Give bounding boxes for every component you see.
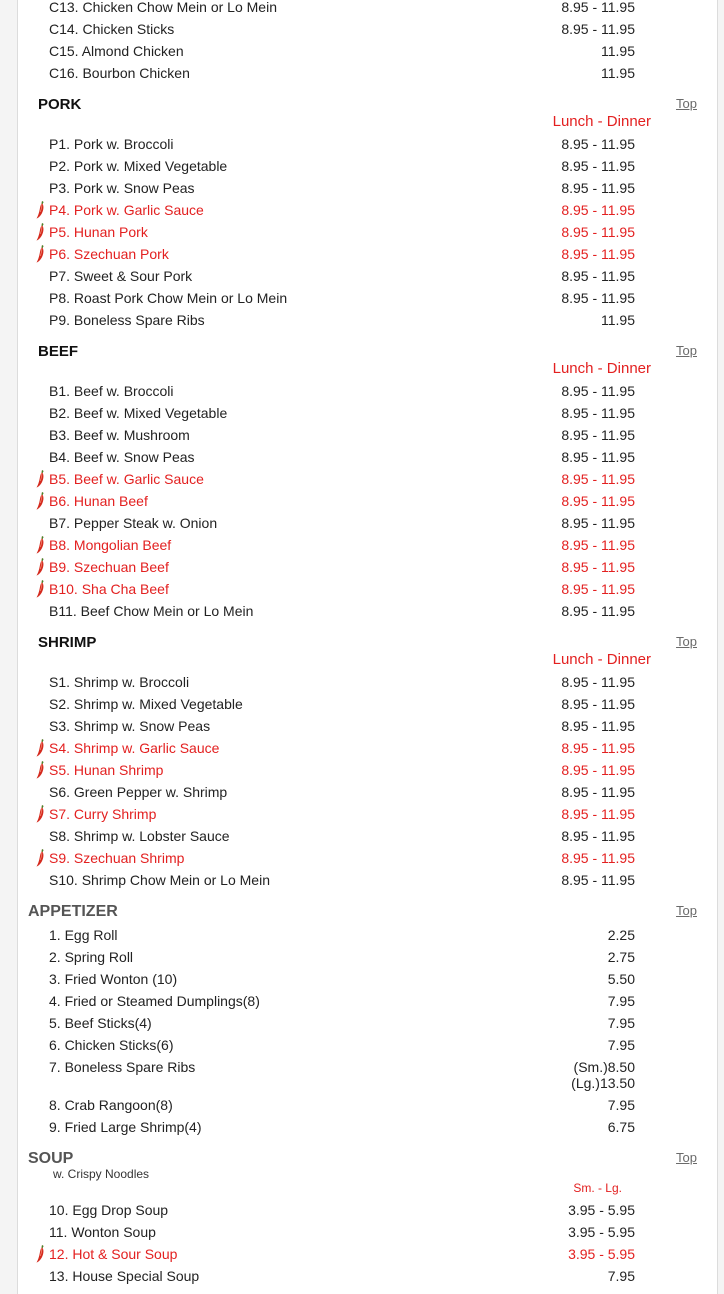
menu-item-name: B2. Beef w. Mixed Vegetable <box>49 405 228 421</box>
menu-item-name: P3. Pork w. Snow Peas <box>49 180 195 196</box>
menu-item-price: 8.95 - 11.95 <box>561 268 635 284</box>
menu-item-row <box>18 925 717 945</box>
col-header-shrimp: Lunch - Dinner <box>552 651 651 668</box>
menu-item-price: 8.95 - 11.95 <box>561 537 635 553</box>
menu-item-name: C15. Almond Chicken <box>49 43 184 59</box>
menu-item-price: 8.95 - 11.95 <box>561 158 635 174</box>
col-header-soup: Sm. - Lg. <box>573 1181 622 1195</box>
menu-item-name: P8. Roast Pork Chow Mein or Lo Mein <box>49 290 288 306</box>
section-title-appetizer: APPETIZER <box>28 903 118 920</box>
menu-item-row <box>18 672 717 692</box>
menu-item-row <box>18 288 717 308</box>
col-header-pork: Lunch - Dinner <box>552 113 651 130</box>
menu-item-price <box>571 1059 635 1091</box>
menu-item-row <box>18 1057 717 1093</box>
menu-item-price: 8.95 - 11.95 <box>561 0 635 15</box>
chili-pepper-icon <box>35 223 45 241</box>
menu-item-name: 7. Boneless Spare Ribs <box>49 1059 196 1075</box>
menu-item-name: B1. Beef w. Broccoli <box>49 383 174 399</box>
menu-item-price: 8.95 - 11.95 <box>561 603 635 619</box>
menu-item-name: B11. Beef Chow Mein or Lo Mein <box>49 603 254 619</box>
menu-item-name: S1. Shrimp w. Broccoli <box>49 674 190 690</box>
menu-item-price: 7.95 <box>607 993 635 1009</box>
chili-pepper-icon <box>35 558 45 576</box>
menu-item-price: 5.50 <box>607 971 635 987</box>
menu-item-name: B9. Szechuan Beef <box>49 559 169 575</box>
menu-item-row <box>18 969 717 989</box>
menu-item-row <box>18 134 717 154</box>
menu-item-price: 8.95 - 11.95 <box>561 828 635 844</box>
menu-item-price: 2.25 <box>607 927 635 943</box>
chili-pepper-icon <box>35 805 45 823</box>
menu-item-name: P4. Pork w. Garlic Sauce <box>49 202 204 218</box>
menu-item-price: 8.95 - 11.95 <box>561 136 635 152</box>
menu-item-row <box>18 447 717 467</box>
menu-item-price: 7.95 <box>607 1268 635 1284</box>
menu-item-name: P7. Sweet & Sour Pork <box>49 268 193 284</box>
menu-item-price: 8.95 - 11.95 <box>561 383 635 399</box>
menu-item-row <box>18 266 717 286</box>
menu-item-row <box>18 200 717 220</box>
menu-item-name: P5. Hunan Pork <box>49 224 148 240</box>
menu-item-name: S10. Shrimp Chow Mein or Lo Mein <box>49 872 270 888</box>
section-title-pork: PORK <box>38 96 82 113</box>
menu-item-price: 8.95 - 11.95 <box>561 784 635 800</box>
top-link-shrimp[interactable]: Top <box>676 634 697 649</box>
menu-item-row <box>18 1244 717 1264</box>
menu-item-name: B5. Beef w. Garlic Sauce <box>49 471 204 487</box>
menu-item-price: 7.95 <box>607 1037 635 1053</box>
chili-pepper-icon <box>35 470 45 488</box>
menu-item-name: B6. Hunan Beef <box>49 493 148 509</box>
menu-item-row <box>18 403 717 423</box>
menu-item-row <box>18 601 717 621</box>
menu-item-row <box>18 1200 717 1220</box>
menu-item-price: 8.95 - 11.95 <box>561 202 635 218</box>
menu-item-name: 9. Fried Large Shrimp(4) <box>49 1119 202 1135</box>
menu-item-row <box>18 716 717 736</box>
menu-item-name: 10. Egg Drop Soup <box>49 1202 169 1218</box>
section-title-shrimp: SHRIMP <box>38 634 97 651</box>
top-link-soup[interactable]: Top <box>676 1150 697 1165</box>
menu-item-row <box>18 1117 717 1137</box>
menu-item-price: 8.95 - 11.95 <box>561 559 635 575</box>
menu-item-price: 3.95 - 5.95 <box>568 1246 635 1262</box>
menu-item-price: 8.95 - 11.95 <box>561 246 635 262</box>
menu-item-row <box>18 41 717 61</box>
menu-item-name: S8. Shrimp w. Lobster Sauce <box>49 828 230 844</box>
chili-pepper-icon <box>35 1245 45 1263</box>
chili-pepper-icon <box>35 761 45 779</box>
menu-item-price: 8.95 - 11.95 <box>561 493 635 509</box>
menu-item-row <box>18 826 717 846</box>
menu-item-row <box>18 848 717 868</box>
menu-item-price: 8.95 - 11.95 <box>561 427 635 443</box>
menu-item-name: 6. Chicken Sticks(6) <box>49 1037 174 1053</box>
menu-item-price: 8.95 - 11.95 <box>561 405 635 421</box>
section-title-beef: BEEF <box>38 343 79 360</box>
chili-pepper-icon <box>35 580 45 598</box>
top-link-beef[interactable]: Top <box>676 343 697 358</box>
menu-item-name: 2. Spring Roll <box>49 949 134 965</box>
menu-item-row <box>18 244 717 264</box>
menu-item-row <box>18 0 717 17</box>
menu-item-row <box>18 947 717 967</box>
menu-item-row <box>18 222 717 242</box>
menu-item-row <box>18 63 717 83</box>
chili-pepper-icon <box>35 536 45 554</box>
menu-item-row <box>18 1035 717 1055</box>
menu-item-name: S3. Shrimp w. Snow Peas <box>49 718 211 734</box>
menu-item-name: 12. Hot & Sour Soup <box>49 1246 178 1262</box>
menu-item-name: C16. Bourbon Chicken <box>49 65 190 81</box>
menu-item-row <box>18 738 717 758</box>
menu-item-row <box>18 782 717 802</box>
menu-item-row <box>18 178 717 198</box>
chili-pepper-icon <box>35 492 45 510</box>
section-title-soup: SOUP <box>28 1150 74 1167</box>
menu-item-price: 8.95 - 11.95 <box>561 718 635 734</box>
menu-item-row <box>18 579 717 599</box>
menu-item-row <box>18 1095 717 1115</box>
menu-item-price: 8.95 - 11.95 <box>561 449 635 465</box>
menu-item-row <box>18 557 717 577</box>
menu-item-price: 7.95 <box>607 1015 635 1031</box>
menu-item-row <box>18 513 717 533</box>
menu-item-price: 8.95 - 11.95 <box>561 290 635 306</box>
menu-item-row <box>18 991 717 1011</box>
menu-item-price: 11.95 <box>601 65 635 81</box>
menu-item-row <box>18 760 717 780</box>
menu-item-row <box>18 491 717 511</box>
menu-item-name: 13. House Special Soup <box>49 1268 200 1284</box>
menu-item-row <box>18 310 717 330</box>
menu-item-price: 8.95 - 11.95 <box>561 224 635 240</box>
menu-item-row <box>18 535 717 555</box>
menu-item-price: 8.95 - 11.95 <box>561 674 635 690</box>
menu-item-row <box>18 19 717 39</box>
chili-pepper-icon <box>35 849 45 867</box>
menu-item-name: 3. Fried Wonton (10) <box>49 971 178 987</box>
menu-item-price: 7.95 <box>607 1097 635 1113</box>
menu-item-price: 11.95 <box>601 312 635 328</box>
menu-item-row <box>18 870 717 890</box>
menu-item-name: C14. Chicken Sticks <box>49 21 175 37</box>
menu-item-name: S5. Hunan Shrimp <box>49 762 164 778</box>
menu-item-price: 8.95 - 11.95 <box>561 581 635 597</box>
menu-item-name: 4. Fried or Steamed Dumplings(8) <box>49 993 260 1009</box>
menu-item-row <box>18 694 717 714</box>
menu-item-name: B3. Beef w. Mushroom <box>49 427 190 443</box>
menu-item-row <box>18 469 717 489</box>
menu-item-name: B4. Beef w. Snow Peas <box>49 449 195 465</box>
menu-item-name: S9. Szechuan Shrimp <box>49 850 185 866</box>
menu-item-name: S4. Shrimp w. Garlic Sauce <box>49 740 220 756</box>
price-large: (Lg.)13.50 <box>571 1075 635 1091</box>
top-link-appetizer[interactable]: Top <box>676 903 697 918</box>
menu-item-row <box>18 381 717 401</box>
menu-item-name: P2. Pork w. Mixed Vegetable <box>49 158 228 174</box>
menu-item-name: B7. Pepper Steak w. Onion <box>49 515 218 531</box>
top-link-pork[interactable]: Top <box>676 96 697 111</box>
menu-item-name: 11. Wonton Soup <box>49 1224 156 1240</box>
menu-item-price: 8.95 - 11.95 <box>561 515 635 531</box>
menu-item-name: P1. Pork w. Broccoli <box>49 136 174 152</box>
menu-item-name: P9. Boneless Spare Ribs <box>49 312 205 328</box>
menu-item-price: 8.95 - 11.95 <box>561 872 635 888</box>
menu-item-name: B8. Mongolian Beef <box>49 537 172 553</box>
menu-item-name: 5. Beef Sticks(4) <box>49 1015 152 1031</box>
menu-item-price: 6.75 <box>607 1119 635 1135</box>
menu-item-row <box>18 1266 717 1286</box>
menu-item-price: 11.95 <box>601 43 635 59</box>
menu-item-price: 8.95 - 11.95 <box>561 806 635 822</box>
menu-item-row <box>18 156 717 176</box>
menu-item-price: 2.75 <box>607 949 635 965</box>
menu-item-price: 8.95 - 11.95 <box>561 21 635 37</box>
menu-item-price: 3.95 - 5.95 <box>568 1202 635 1218</box>
menu-item-name: S6. Green Pepper w. Shrimp <box>49 784 228 800</box>
menu-item-row <box>18 1013 717 1033</box>
menu-panel <box>17 0 718 1294</box>
menu-item-price: 8.95 - 11.95 <box>561 471 635 487</box>
chili-pepper-icon <box>35 245 45 263</box>
menu-item-price: 8.95 - 11.95 <box>561 762 635 778</box>
menu-item-name: B10. Sha Cha Beef <box>49 581 169 597</box>
menu-item-price: 8.95 - 11.95 <box>561 740 635 756</box>
menu-item-name: P6. Szechuan Pork <box>49 246 169 262</box>
menu-item-price: 8.95 - 11.95 <box>561 180 635 196</box>
chili-pepper-icon <box>35 201 45 219</box>
menu-item-name: C13. Chicken Chow Mein or Lo Mein <box>49 0 277 15</box>
col-header-beef: Lunch - Dinner <box>552 360 651 377</box>
menu-item-price: 8.95 - 11.95 <box>561 850 635 866</box>
price-small: (Sm.)8.50 <box>573 1059 635 1075</box>
soup-note: w. Crispy Noodles <box>53 1167 150 1181</box>
menu-item-name: 8. Crab Rangoon(8) <box>49 1097 173 1113</box>
menu-item-name: S7. Curry Shrimp <box>49 806 157 822</box>
menu-item-row <box>18 804 717 824</box>
menu-item-row <box>18 425 717 445</box>
menu-item-price: 8.95 - 11.95 <box>561 696 635 712</box>
menu-item-price: 3.95 - 5.95 <box>568 1224 635 1240</box>
menu-item-row <box>18 1222 717 1242</box>
chili-pepper-icon <box>35 739 45 757</box>
menu-item-name: S2. Shrimp w. Mixed Vegetable <box>49 696 243 712</box>
menu-item-name: 1. Egg Roll <box>49 927 118 943</box>
